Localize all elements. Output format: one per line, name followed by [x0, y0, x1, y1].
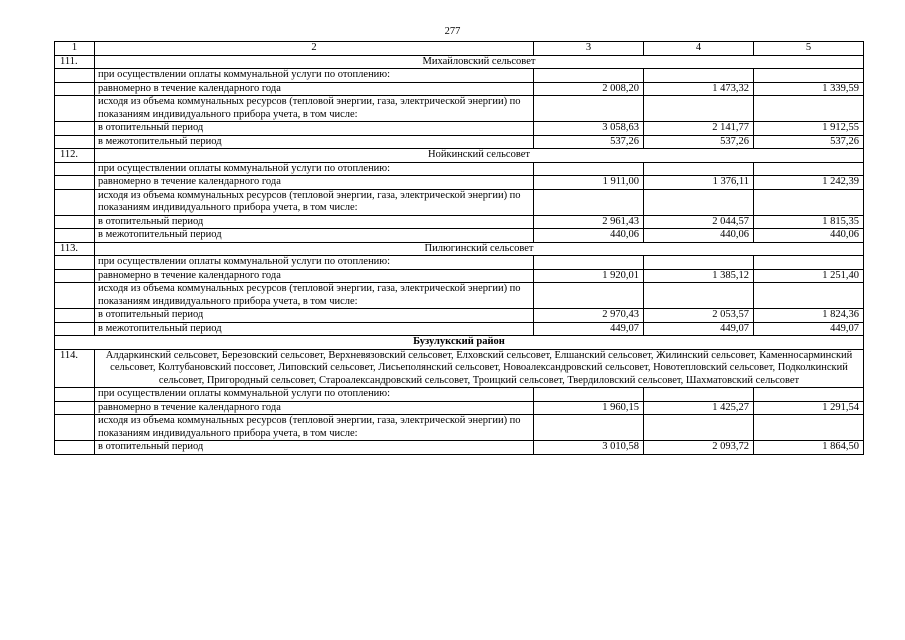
index-cell — [55, 176, 95, 190]
intro-row — [55, 162, 864, 176]
heating-row — [55, 122, 864, 136]
row-label: исходя из объема коммунальных ресурсов (тепловой энергии, газа, электрической энергии) по показаниям индивидуального прибора учета, в том числе: — [95, 189, 534, 215]
row-label: при осуществлении оплаты коммунальной услуги по отоплению: — [95, 69, 534, 83]
section-title: Алдаркинский сельсовет, Березовский сельсовет, Верхневязовский сельсовет, Елховский сельсовет, Елшанский сельсовет, Жилинский сельсовет, Каменносарминский сельсовет, Колтубановский поссовет, Липовский сельсовет, Лисьеполянский сельсовет, Новоалександровский сельсовет, Новотепловский сельсовет, Подколкинский сельсовет, Пригородный сельсовет, Староалександровский сельсовет, Троицкий сельсовет, Твердиловский сельсовет, Шахматовский сельсовет — [95, 349, 864, 388]
index-cell — [55, 215, 95, 229]
row-label: в отопительный период — [95, 215, 534, 229]
value-cell: 1 425,27 — [644, 401, 754, 415]
header-row — [55, 42, 864, 56]
index-cell — [55, 96, 95, 122]
value-cell — [754, 96, 864, 122]
interheating-row — [55, 135, 864, 149]
value-cell: 449,07 — [644, 322, 754, 336]
even-row — [55, 176, 864, 190]
value-cell: 440,06 — [754, 229, 864, 243]
value-cell — [644, 189, 754, 215]
value-cell: 1 251,40 — [754, 269, 864, 283]
value-cell — [644, 96, 754, 122]
value-cell — [754, 162, 864, 176]
interheating-row — [55, 229, 864, 243]
row-label: равномерно в течение календарного года — [95, 269, 534, 283]
even-row — [55, 401, 864, 415]
value-cell — [644, 388, 754, 402]
value-cell: 2 008,20 — [534, 82, 644, 96]
even-row — [55, 269, 864, 283]
meter-row — [55, 415, 864, 441]
value-cell: 449,07 — [534, 322, 644, 336]
header-cell: 1 — [55, 42, 95, 56]
index-cell — [55, 388, 95, 402]
value-cell: 1 473,32 — [644, 82, 754, 96]
header-cell: 2 — [95, 42, 534, 56]
meter-row — [55, 96, 864, 122]
section-title: Нойкинский сельсовет — [95, 149, 864, 163]
table-body — [55, 42, 864, 455]
value-cell: 1 864,50 — [754, 441, 864, 455]
index-cell — [55, 135, 95, 149]
value-cell — [534, 69, 644, 83]
value-cell: 3 058,63 — [534, 122, 644, 136]
page-number: 277 — [444, 26, 461, 37]
row-label: при осуществлении оплаты коммунальной услуги по отоплению: — [95, 162, 534, 176]
value-cell — [644, 162, 754, 176]
value-cell — [754, 189, 864, 215]
value-cell: 1 960,15 — [534, 401, 644, 415]
row-label: в межотопительный период — [95, 135, 534, 149]
row-label: в отопительный период — [95, 122, 534, 136]
section-index: 114. — [55, 349, 95, 388]
meter-row — [55, 189, 864, 215]
index-cell — [55, 122, 95, 136]
value-cell — [644, 256, 754, 270]
value-cell: 1 815,35 — [754, 215, 864, 229]
value-cell — [754, 69, 864, 83]
region-title: Бузулукский район — [55, 336, 864, 350]
value-cell — [534, 283, 644, 309]
intro-row — [55, 256, 864, 270]
index-cell — [55, 283, 95, 309]
value-cell: 2 970,43 — [534, 309, 644, 323]
value-cell: 537,26 — [754, 135, 864, 149]
meter-row — [55, 283, 864, 309]
section-title: Михайловский сельсовет — [95, 55, 864, 69]
index-cell — [55, 415, 95, 441]
value-cell — [534, 256, 644, 270]
index-cell — [55, 401, 95, 415]
section-title-row — [55, 55, 864, 69]
row-label: исходя из объема коммунальных ресурсов (тепловой энергии, газа, электрической энергии) по показаниям индивидуального прибора учета, в том числе: — [95, 283, 534, 309]
value-cell: 449,07 — [754, 322, 864, 336]
index-cell — [55, 82, 95, 96]
header-cell: 3 — [534, 42, 644, 56]
heating-row — [55, 215, 864, 229]
value-cell: 440,06 — [644, 229, 754, 243]
tariff-table — [54, 41, 864, 455]
heating-row — [55, 309, 864, 323]
row-label: при осуществлении оплаты коммунальной услуги по отоплению: — [95, 388, 534, 402]
value-cell — [534, 189, 644, 215]
index-cell — [55, 269, 95, 283]
index-cell — [55, 322, 95, 336]
section-title-row — [55, 349, 864, 388]
row-label: исходя из объема коммунальных ресурсов (тепловой энергии, газа, электрической энергии) по показаниям индивидуального прибора учета, в том числе: — [95, 96, 534, 122]
value-cell: 2 093,72 — [644, 441, 754, 455]
row-label: в межотопительный период — [95, 322, 534, 336]
value-cell — [534, 96, 644, 122]
row-label: равномерно в течение календарного года — [95, 401, 534, 415]
section-title: Пилюгинский сельсовет — [95, 242, 864, 256]
header-cell: 4 — [644, 42, 754, 56]
value-cell: 2 141,77 — [644, 122, 754, 136]
index-cell — [55, 441, 95, 455]
index-cell — [55, 162, 95, 176]
value-cell — [754, 388, 864, 402]
row-label: равномерно в течение календарного года — [95, 82, 534, 96]
row-label: равномерно в течение календарного года — [95, 176, 534, 190]
intro-row — [55, 69, 864, 83]
value-cell — [534, 162, 644, 176]
row-label: в межотопительный период — [95, 229, 534, 243]
value-cell: 2 961,43 — [534, 215, 644, 229]
value-cell: 537,26 — [644, 135, 754, 149]
value-cell: 1 912,55 — [754, 122, 864, 136]
value-cell: 1 291,54 — [754, 401, 864, 415]
section-index: 112. — [55, 149, 95, 163]
section-index: 111. — [55, 55, 95, 69]
row-label: в отопительный период — [95, 441, 534, 455]
index-cell — [55, 256, 95, 270]
value-cell: 1 911,00 — [534, 176, 644, 190]
value-cell: 1 920,01 — [534, 269, 644, 283]
header-cell: 5 — [754, 42, 864, 56]
value-cell — [644, 415, 754, 441]
heating-row — [55, 441, 864, 455]
value-cell — [534, 415, 644, 441]
index-cell — [55, 229, 95, 243]
interheating-row — [55, 322, 864, 336]
value-cell — [754, 256, 864, 270]
row-label: в отопительный период — [95, 309, 534, 323]
section-title-row — [55, 149, 864, 163]
section-index: 113. — [55, 242, 95, 256]
value-cell: 440,06 — [534, 229, 644, 243]
value-cell: 537,26 — [534, 135, 644, 149]
value-cell: 1 385,12 — [644, 269, 754, 283]
value-cell — [644, 283, 754, 309]
row-label: исходя из объема коммунальных ресурсов (тепловой энергии, газа, электрической энергии) по показаниям индивидуального прибора учета, в том числе: — [95, 415, 534, 441]
index-cell — [55, 309, 95, 323]
index-cell — [55, 69, 95, 83]
value-cell: 3 010,58 — [534, 441, 644, 455]
value-cell: 1 339,59 — [754, 82, 864, 96]
value-cell: 1 376,11 — [644, 176, 754, 190]
value-cell — [644, 69, 754, 83]
value-cell: 1 242,39 — [754, 176, 864, 190]
row-label: при осуществлении оплаты коммунальной услуги по отоплению: — [95, 256, 534, 270]
section-title-row — [55, 242, 864, 256]
region-row — [55, 336, 864, 350]
index-cell — [55, 189, 95, 215]
value-cell — [754, 415, 864, 441]
value-cell — [754, 283, 864, 309]
value-cell: 2 053,57 — [644, 309, 754, 323]
value-cell: 1 824,36 — [754, 309, 864, 323]
intro-row — [55, 388, 864, 402]
value-cell: 2 044,57 — [644, 215, 754, 229]
value-cell — [534, 388, 644, 402]
even-row — [55, 82, 864, 96]
